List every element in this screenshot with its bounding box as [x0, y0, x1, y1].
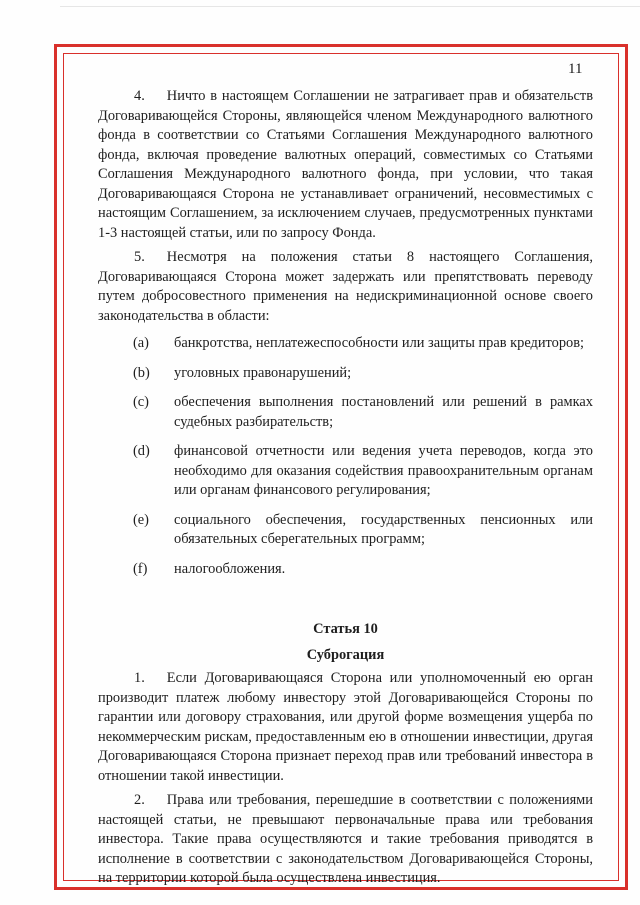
- article-paragraph-1: [98, 669, 593, 786]
- list-item: [98, 364, 593, 384]
- list-item-label: (b): [133, 364, 150, 381]
- list-item-text: обеспечения выполнения постановлений или решений в рамках судебных разбирательств;: [174, 394, 593, 430]
- list-item-text: финансовой отчетности или ведения учета переводов, когда это необходимо для оказания содействия правоохранительным органам или органам финансового регулирования;: [174, 443, 593, 498]
- article-paragraph-2: [98, 791, 593, 889]
- list-item-text: уголовных правонарушений;: [174, 364, 352, 381]
- list-item-text: банкротства, неплатежеспособности или защиты прав кредиторов;: [174, 335, 585, 351]
- list-item: [98, 511, 593, 550]
- list-item-label: (e): [133, 511, 149, 528]
- article-subheading: Суброгация: [306, 646, 385, 663]
- list-item: [98, 334, 593, 354]
- paragraph-number: 1.: [134, 670, 145, 686]
- article-heading: Статья 10: [313, 621, 378, 637]
- paragraph-text: Права или требования, перешедшие в соответствии с положениями настоящей статьи, не превышают первоначальные права или требования инвестора. Такие права осуществляются и такие требования приводятся в исполнение в соответствии с законодательством Договаривающейся Стороны, на территории которой была осуществлена инвестиция.: [98, 792, 593, 886]
- list-item-text: социального обеспечения, государственных пенсионных или обязательных сберегательных программ;: [174, 511, 593, 547]
- paragraph-number: 2.: [134, 792, 145, 808]
- list-item-text: налогообложения.: [174, 560, 286, 577]
- paragraph-text: Если Договаривающаяся Сторона или уполномоченный ею орган производит платеж любому инвестору этой Договаривающейся Стороны по гарантии или договору страхования, или другой форме возмещения ущерба по некоммерческим рискам, предоставленным ею в отношении инвестиции, другая Договаривающаяся Сторона признает переход прав или требований инвестора в отношении такой инвестиции.: [98, 670, 593, 784]
- list-item-label: (f): [133, 560, 148, 577]
- list-item-label: (d): [133, 443, 150, 459]
- page-number: 11: [568, 61, 583, 77]
- exceptions-list: [98, 334, 593, 579]
- list-item: [98, 442, 593, 501]
- paragraph-4: [98, 87, 593, 243]
- list-item-label: (a): [133, 335, 149, 351]
- paragraph-number: 4.: [134, 88, 145, 104]
- top-scan-line: [60, 6, 640, 7]
- list-item: [98, 560, 593, 580]
- paragraph-5: [98, 248, 593, 326]
- document-body: [98, 87, 593, 889]
- paragraph-number: 5.: [134, 249, 145, 265]
- paragraph-text: Несмотря на положения статьи 8 настоящего Соглашения, Договаривающаяся Сторона может задержать или препятствовать переводу путем добросовестного применения на недискриминационной основе своего законодательства в области:: [98, 249, 593, 324]
- list-item: [98, 393, 593, 432]
- paragraph-text: Ничто в настоящем Соглашении не затрагивает прав и обязательств Договаривающейся Стороны, являющейся членом Международного валютного фонда в соответствии со Статьями Соглашения Международного валютного фонда, включая проведение валютных операций, совместимых со Статьями Соглашения Международного валютного фонда, при условии, что такая Договаривающаяся Сторона не устанавливает ограничений, несовместимых с настоящим Соглашением, за исключением случаев, предусмотренных пунктами 1-3 настоящей статьи, или по запросу Фонда.: [98, 88, 593, 241]
- list-item-label: (c): [133, 394, 149, 410]
